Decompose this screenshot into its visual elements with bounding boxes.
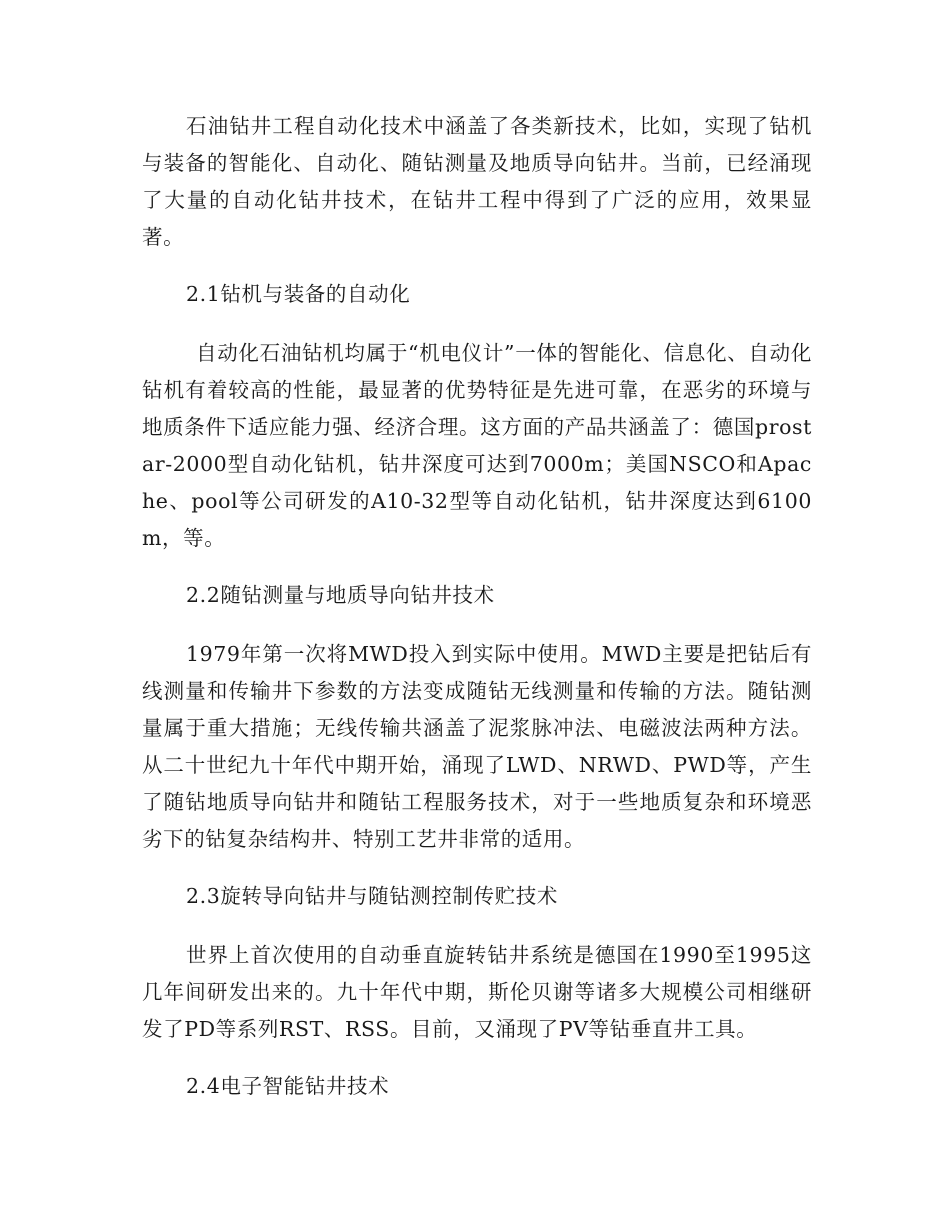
section-heading-2-4: 2.4电子智能钻井技术 [186,1074,390,1098]
section-heading-2-1: 2.1钻机与装备的自动化 [186,282,411,306]
section-heading-2-2: 2.2随钻测量与地质导向钻井技术 [186,583,495,607]
section-heading-2-3: 2.3旋转导向钻井与随钻测控制传贮技术 [186,884,559,908]
intro-paragraph: 石油钻井工程自动化技术中涵盖了各类新技术，比如，实现了钻机与装备的智能化、自动化、随钻测量及地质导向钻井。当前，已经涌现了大量的自动化钻井技术，在钻井工程中得到了广泛的应用，效果显著。 [142,114,812,249]
paragraph-rotary-steering: 世界上首次使用的自动垂直旋转钻井系统是德国在1990至1995这几年间研发出来的。九十年代中期，斯伦贝谢等诸多大规模公司相继研发了PD等系列RST、RSS。目前，又涌现了PV等钻垂直井工具。 [142,943,812,1041]
document-body [142,108,812,1105]
paragraph-mwd-geosteering: 1979年第一次将MWD投入到实际中使用。MWD主要是把钻后有线测量和传输井下参数的方法变成随钻无线测量和传输的方法。随钻测量属于重大措施；无线传输共涵盖了泥浆脉冲法、电磁波法两种方法。从二十世纪九十年代中期开始，涌现了LWD、NRWD、PWD等，产生了随钻地质导向钻井和随钻工程服务技术，对于一些地质复杂和环境恶劣下的钻复杂结构井、特别工艺井非常的适用。 [142,642,812,851]
paragraph-drilling-rig-automation: 自动化石油钻机均属于“机电仪计”一体的智能化、信息化、自动化钻机有着较高的性能，最显著的优势特征是先进可靠，在恶劣的环境与地质条件下适应能力强、经济合理。这方面的产品共涵盖了：德国prostar-2000型自动化钻机，钻井深度可达到7000m；美国NSCO和Apache、pool等公司研发的A10-32型等自动化钻机，钻井深度达到6100m，等。 [142,341,812,550]
